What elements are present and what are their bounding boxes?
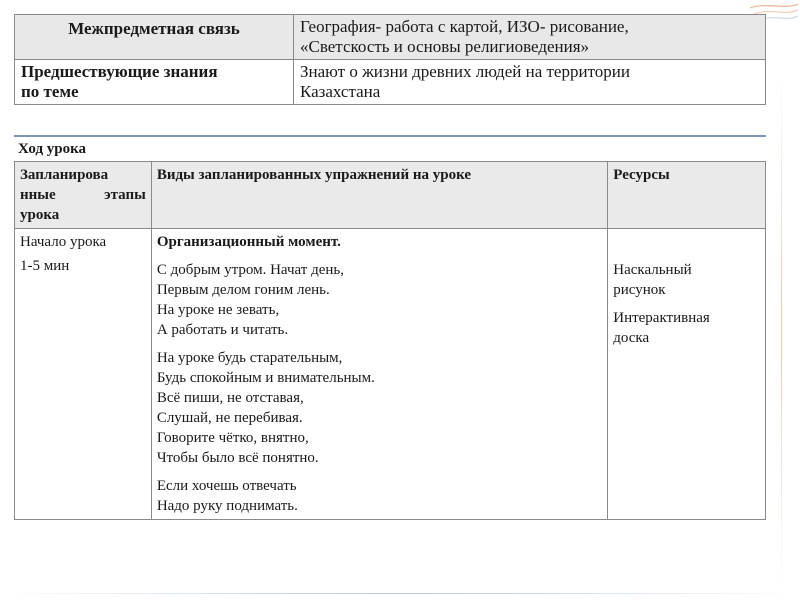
activity-title: Организационный момент. [156,234,341,250]
poem-line: Будь спокойным и внимательным. [156,370,375,386]
prior-knowledge-label-line: Предшествующие знания [21,62,218,81]
lesson-plan-table [14,161,766,520]
interdisciplinary-value-line: География- работа с картой, ИЗО- рисование, [300,17,629,36]
interdisciplinary-row [15,15,766,60]
section-divider [14,135,766,137]
poem-stanza-3 [157,476,602,516]
lesson-info-table [14,14,766,105]
table-row [15,229,766,520]
poem-line: На уроке не зевать, [156,302,280,318]
header-planned-stages-line: урока [20,207,60,223]
poem-line: Первым делом гоним лень. [156,282,330,298]
resource-line: Наскальный [613,262,692,278]
poem-line: А работать и читать. [156,322,289,338]
resource-line: Интерактивная [613,310,710,326]
stage-cell [15,229,152,520]
prior-knowledge-row [15,60,766,105]
prior-knowledge-value-line: Казахстана [300,82,381,101]
interdisciplinary-value [294,15,766,60]
header-resources: Ресурсы [608,162,766,229]
bottom-decoration-line [0,593,800,594]
prior-knowledge-value [294,60,766,105]
resource-line: доска [613,330,650,346]
poem-line: Если хочешь отвечать [156,478,297,494]
poem-stanza-1 [157,260,602,340]
resource-item-interactive-board [613,308,760,348]
header-planned-stages-line: Запланирова [20,167,109,183]
header-planned-stages [15,162,152,229]
resource-item-rock-painting [613,260,760,300]
poem-line: Всё пиши, не отставая, [156,390,304,406]
prior-knowledge-value-line: Знают о жизни древних людей на территории [300,62,630,81]
resource-line: рисунок [613,282,666,298]
stage-time: 1-5 мин [20,258,70,274]
poem-line: Говорите чётко, внятно, [156,430,309,446]
interdisciplinary-value-line: «Светскость и основы религиоведения» [300,37,590,56]
interdisciplinary-label: Межпредметная связь [15,15,294,60]
poem-stanza-2 [157,348,602,468]
poem-line: С добрым утром. Начат день, [156,262,345,278]
lesson-plan-header-row [15,162,766,229]
edge-decoration-line [781,70,782,590]
stage-name: Начало урока [20,234,107,250]
poem-line: Надо руку поднимать. [156,498,298,514]
activity-cell [151,229,607,520]
poem-line: Чтобы было всё понятно. [156,450,319,466]
prior-knowledge-label [15,60,294,105]
poem-line: Слушай, не перебивая. [156,410,303,426]
header-planned-stages-line: нные этапы [20,187,146,203]
poem-line: На уроке будь старательным, [156,350,343,366]
prior-knowledge-label-line: по теме [21,82,79,101]
resources-cell [608,229,766,520]
section-title: Ход урока [18,141,87,157]
header-exercises: Виды запланированных упражнений на уроке [151,162,607,229]
